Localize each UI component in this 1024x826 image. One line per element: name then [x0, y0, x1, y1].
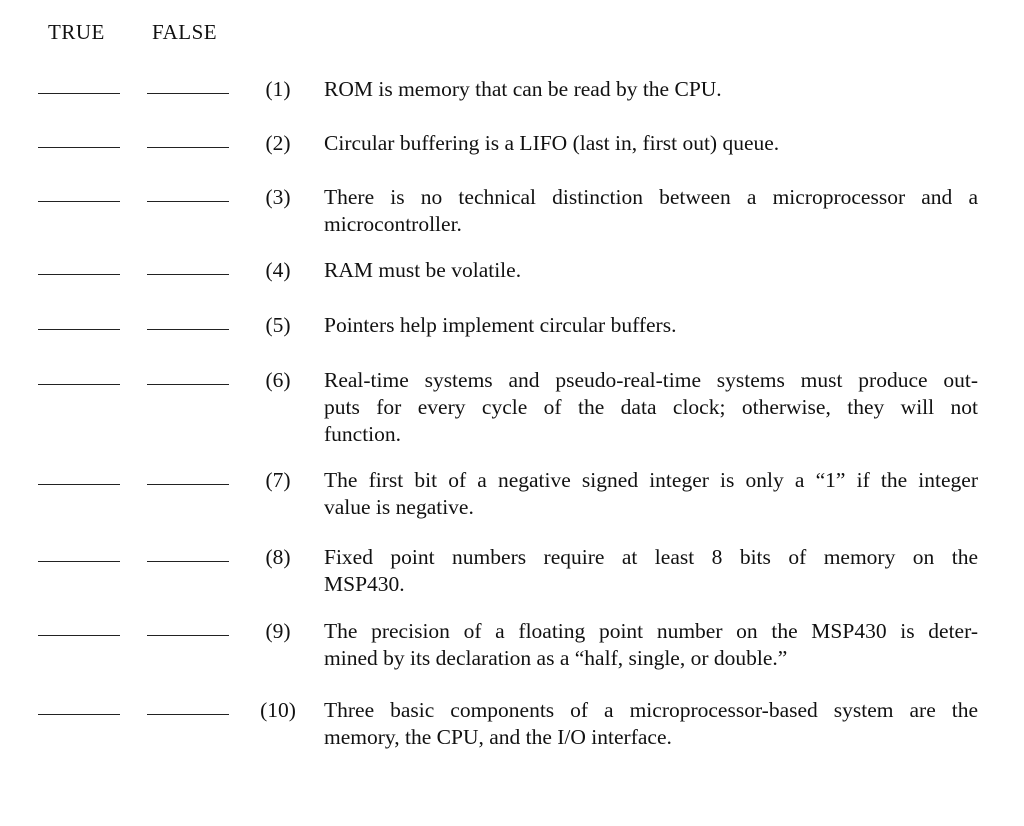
false-answer-blank[interactable] — [147, 561, 229, 562]
false-answer-blank[interactable] — [147, 484, 229, 485]
question-number: (1) — [265, 77, 291, 101]
question-text-line: function. — [324, 422, 402, 446]
question-text-line: RAM must be volatile. — [324, 258, 522, 282]
question-text-line: memory, the CPU, and the I/O interface. — [324, 725, 672, 749]
question-text — [324, 367, 978, 448]
question-text — [324, 184, 978, 238]
true-answer-blank[interactable] — [38, 329, 120, 330]
question-number: (9) — [265, 619, 291, 643]
question-text — [324, 697, 978, 751]
question-text-line: microcontroller. — [324, 212, 462, 236]
question-number: (8) — [265, 545, 291, 569]
question-text-line: Real-time systems and pseudo-real-time systems must produce out- — [324, 368, 978, 392]
question-text — [324, 467, 978, 521]
false-answer-blank[interactable] — [147, 147, 229, 148]
true-answer-blank[interactable] — [38, 484, 120, 485]
true-answer-blank[interactable] — [38, 274, 120, 275]
true-answer-blank[interactable] — [38, 635, 120, 636]
true-column-header: TRUE — [48, 20, 105, 44]
true-answer-blank[interactable] — [38, 714, 120, 715]
true-answer-blank[interactable] — [38, 93, 120, 94]
question-text — [324, 130, 978, 157]
true-answer-blank[interactable] — [38, 384, 120, 385]
question-text-line: puts for every cycle of the data clock; otherwise, they will not — [324, 395, 978, 419]
false-answer-blank[interactable] — [147, 329, 229, 330]
question-number: (4) — [265, 258, 291, 282]
question-number: (3) — [265, 185, 291, 209]
question-number: (6) — [265, 368, 291, 392]
question-number: (10) — [260, 698, 296, 722]
question-text-line: The precision of a floating point number on the MSP430 is deter- — [324, 619, 978, 643]
question-text-line: Fixed point numbers require at least 8 bits of memory on the — [324, 545, 978, 569]
question-text-line: mined by its declaration as a “half, single, or double.” — [324, 646, 788, 670]
false-answer-blank[interactable] — [147, 635, 229, 636]
question-number: (5) — [265, 313, 291, 337]
question-text-line: There is no technical distinction between a microprocessor and a — [324, 185, 978, 209]
false-answer-blank[interactable] — [147, 93, 229, 94]
false-answer-blank[interactable] — [147, 384, 229, 385]
question-text — [324, 618, 978, 672]
false-answer-blank[interactable] — [147, 201, 229, 202]
question-text — [324, 312, 978, 339]
question-number: (2) — [265, 131, 291, 155]
question-number: (7) — [265, 468, 291, 492]
question-text-line: value is negative. — [324, 495, 474, 519]
question-text-line: The first bit of a negative signed integer is only a “1” if the integer — [324, 468, 978, 492]
true-answer-blank[interactable] — [38, 201, 120, 202]
question-text-line: Pointers help implement circular buffers. — [324, 313, 677, 337]
question-text — [324, 76, 978, 103]
question-text-line: ROM is memory that can be read by the CPU. — [324, 77, 722, 101]
false-answer-blank[interactable] — [147, 714, 229, 715]
question-text — [324, 257, 978, 284]
question-text-line: Circular buffering is a LIFO (last in, first out) queue. — [324, 131, 780, 155]
true-answer-blank[interactable] — [38, 147, 120, 148]
question-text — [324, 544, 978, 598]
false-answer-blank[interactable] — [147, 274, 229, 275]
false-column-header: FALSE — [152, 20, 218, 44]
true-answer-blank[interactable] — [38, 561, 120, 562]
question-text-line: Three basic components of a microprocessor-based system are the — [324, 698, 978, 722]
question-text-line: MSP430. — [324, 572, 405, 596]
